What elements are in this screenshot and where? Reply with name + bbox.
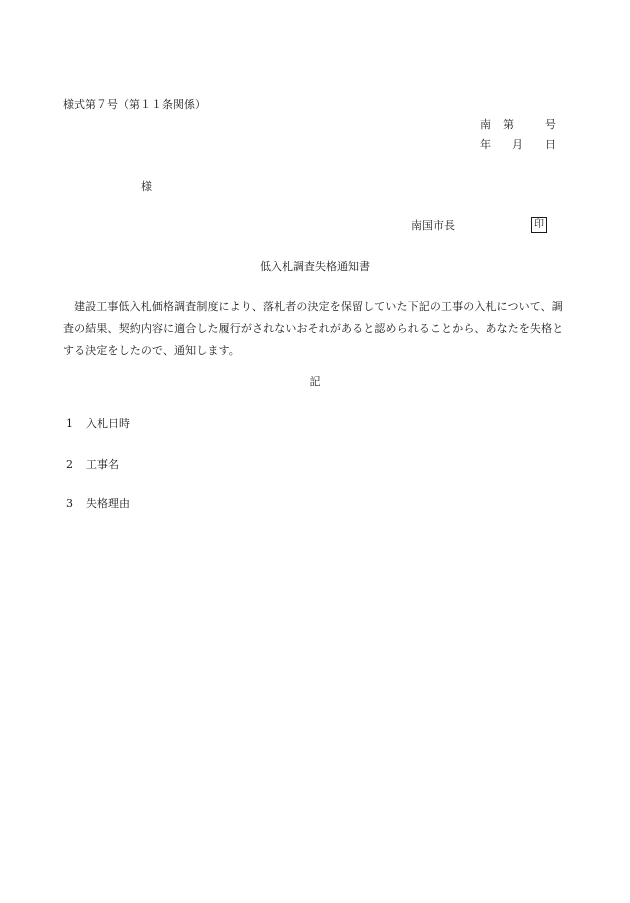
item-label: 失格理由 xyxy=(86,497,130,510)
date-day: 日 xyxy=(545,138,556,151)
document-title: 低入札調査失格通知書 xyxy=(260,260,370,273)
body-paragraph: 建設工事低入札価格調査制度により、落札者の決定を保留していた下記の工事の入札について、調査の結果、契約内容に適合した履行がされないおそれがあると認められることから、あなたを失格とする決定をしたので、通知します。 xyxy=(63,300,564,357)
item-label: 入札日時 xyxy=(86,417,130,430)
number-dai: 第 xyxy=(503,118,514,131)
number-go: 号 xyxy=(545,118,556,131)
issuer-title: 南国市長 xyxy=(411,219,455,232)
ki-heading: 記 xyxy=(309,375,321,388)
list-item xyxy=(66,498,130,509)
item-number: 2 xyxy=(66,458,73,471)
seal-mark: 印 xyxy=(531,217,547,233)
item-number: 3 xyxy=(66,497,73,510)
addressee-honorific: 様 xyxy=(141,180,152,193)
list-item xyxy=(66,459,119,470)
date-month: 月 xyxy=(512,138,523,151)
item-number: 1 xyxy=(66,417,73,430)
form-label: 様式第７号（第１１条関係） xyxy=(63,98,206,111)
list-item xyxy=(66,418,130,429)
date-year: 年 xyxy=(480,138,491,151)
item-label: 工事名 xyxy=(86,458,119,471)
number-prefix: 南 xyxy=(480,118,491,131)
